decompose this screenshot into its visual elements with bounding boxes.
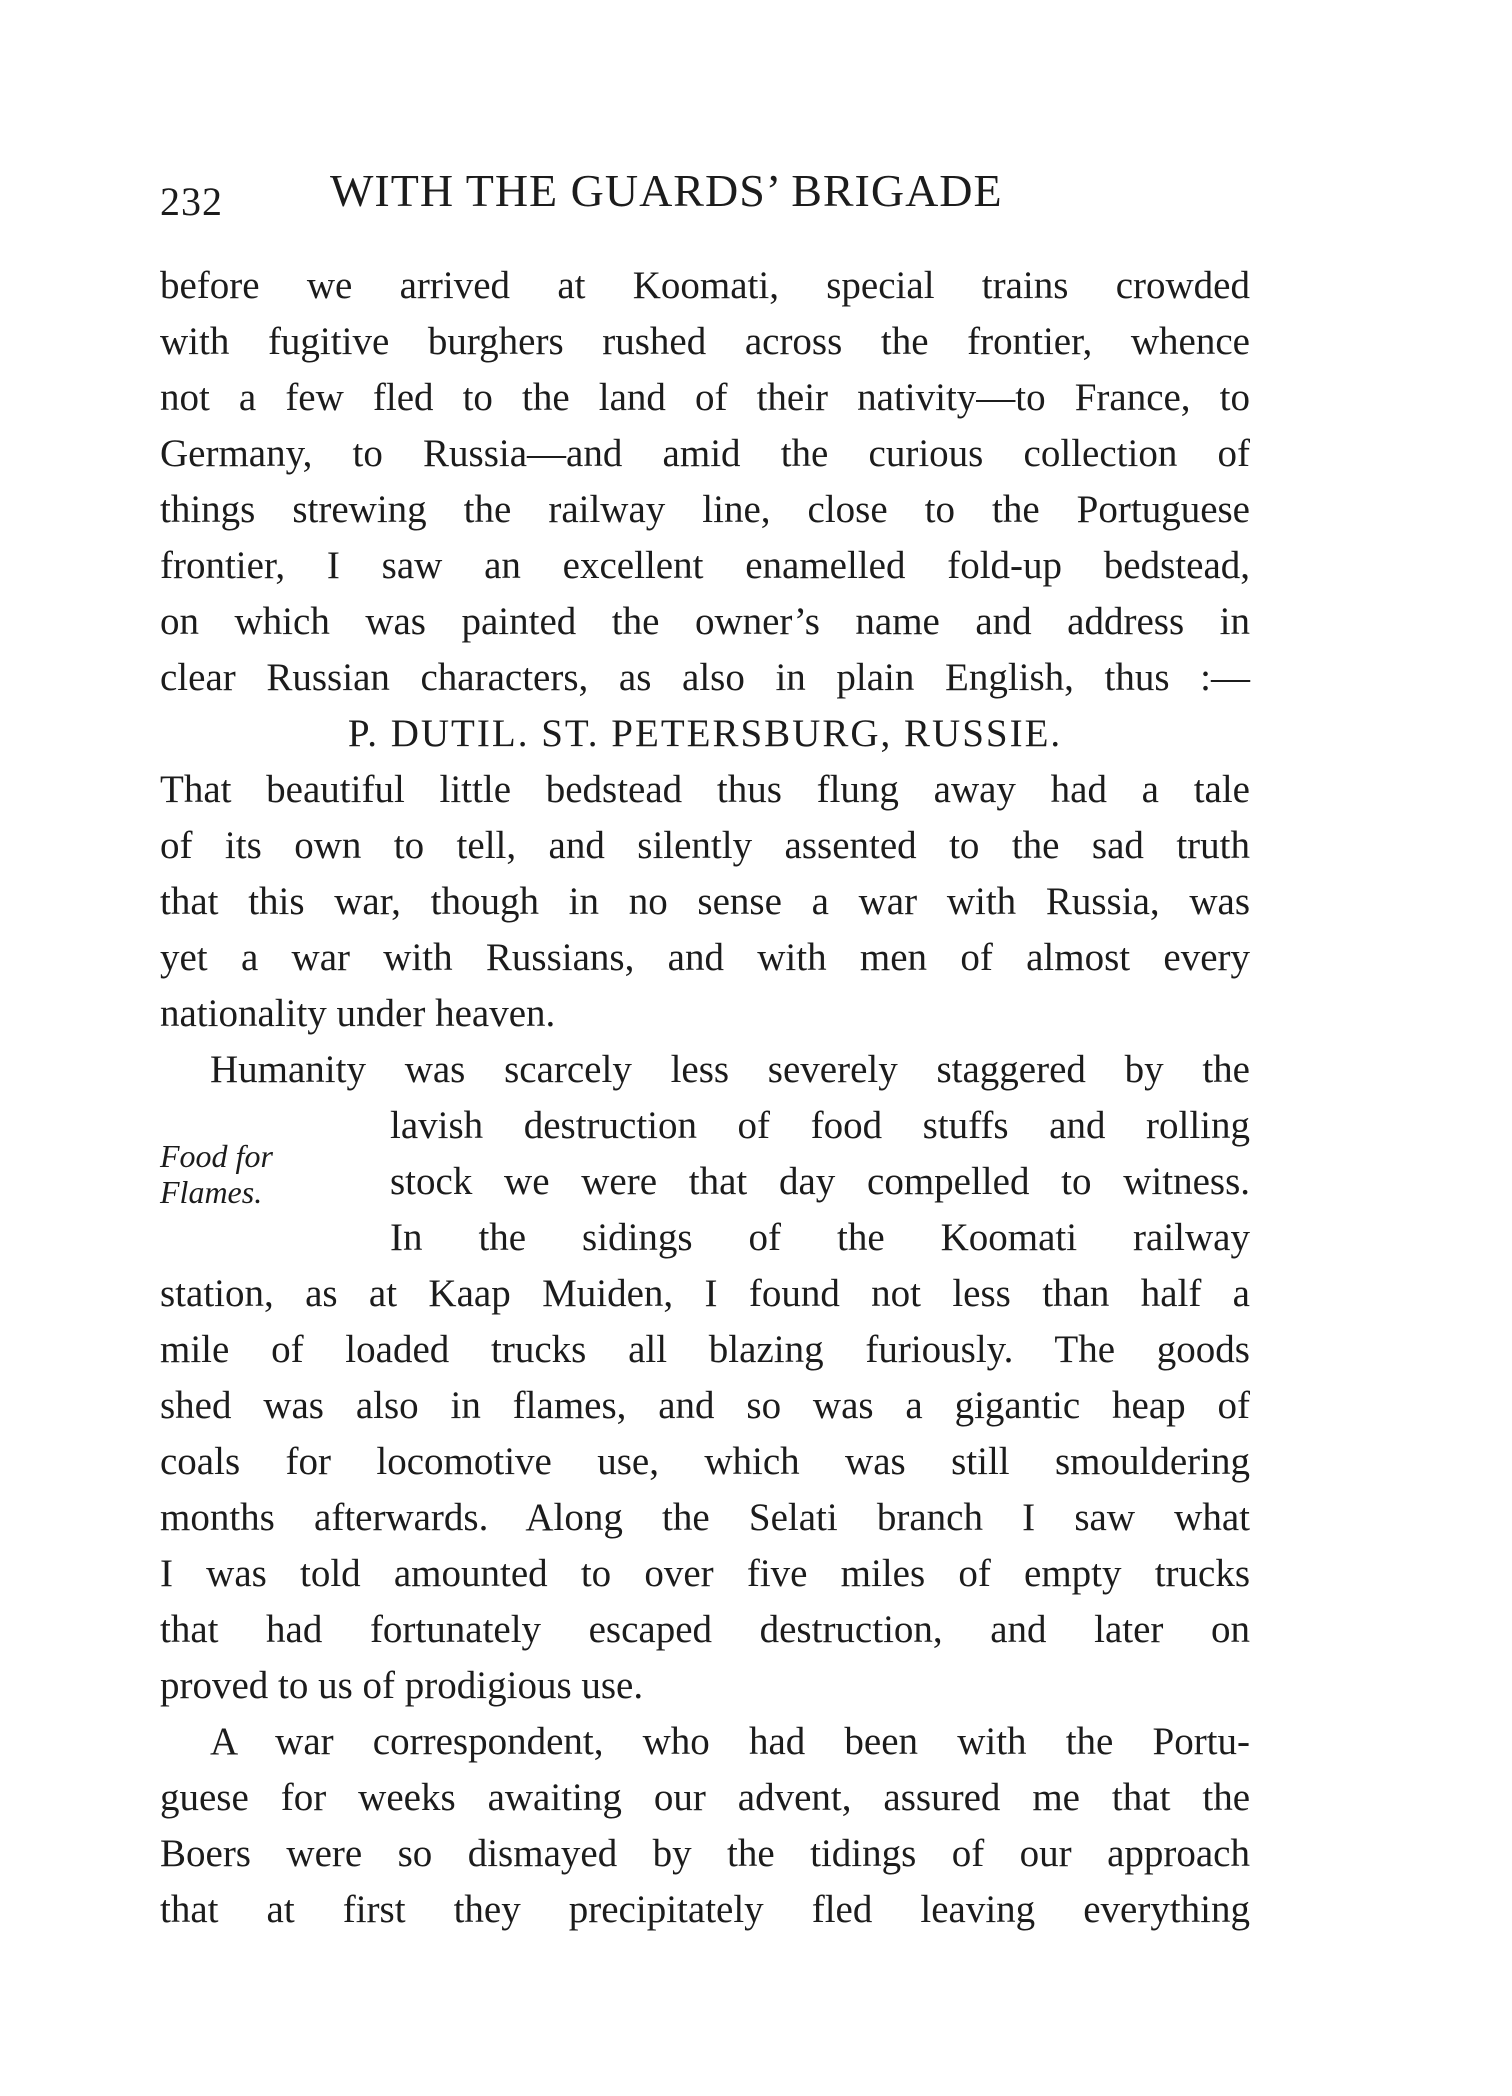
text-line: yet a war with Russians, and with men of almost every (160, 936, 1250, 979)
text-line: shed was also in flames, and so was a gigantic heap of (160, 1384, 1250, 1427)
text-line: proved to us of prodigious use. (160, 1664, 644, 1707)
text-line: frontier, I saw an excellent enamelled fold-up bedstead, (160, 544, 1250, 587)
text-line: of its own to tell, and silently assented to the sad truth (160, 824, 1250, 867)
text-line: not a few fled to the land of their nativity—to France, to (160, 376, 1250, 419)
text-line: with fugitive burghers rushed across the frontier, whence (160, 320, 1250, 363)
text-line: lavish destruction of food stuffs and rolling (390, 1104, 1250, 1147)
text-line: on which was painted the owner’s name and address in (160, 600, 1250, 643)
text-line: guese for weeks awaiting our advent, assured me that the (160, 1776, 1250, 1819)
text-line: In the sidings of the Koomati railway (390, 1216, 1250, 1259)
text-line: things strewing the railway line, close to the Portuguese (160, 488, 1250, 531)
text-line: That beautiful little bedstead thus flung away had a tale (160, 768, 1250, 811)
page-number: 232 (160, 179, 223, 224)
text-line: coals for locomotive use, which was still smouldering (160, 1440, 1250, 1483)
text-line: Boers were so dismayed by the tidings of our approach (160, 1832, 1250, 1875)
text-line: before we arrived at Koomati, special trains crowded (160, 264, 1250, 307)
marginal-note-line: Flames. (160, 1174, 263, 1210)
text-line: nationality under heaven. (160, 992, 556, 1035)
text-line: clear Russian characters, as also in plain English, thus :— (160, 656, 1250, 699)
text-line: months afterwards. Along the Selati branch I saw what (160, 1496, 1250, 1539)
running-title: WITH THE GUARDS’ BRIGADE (330, 165, 1003, 216)
body-text (160, 258, 1250, 1938)
text-line: mile of loaded trucks all blazing furiously. The goods (160, 1328, 1250, 1371)
marginal-note-line: Food for (160, 1138, 273, 1174)
inscription-line: P. DUTIL. ST. PETERSBURG, RUSSIE. (347, 712, 1063, 755)
marginal-note (160, 1138, 330, 1210)
text-line: Germany, to Russia—and amid the curious collection of (160, 432, 1250, 475)
text-line: I was told amounted to over five miles of empty trucks (160, 1552, 1250, 1595)
text-line: Humanity was scarcely less severely staggered by the (210, 1048, 1250, 1091)
text-line: that this war, though in no sense a war with Russia, was (160, 880, 1250, 923)
text-line: that had fortunately escaped destruction, and later on (160, 1608, 1250, 1651)
text-line: station, as at Kaap Muiden, I found not less than half a (160, 1272, 1250, 1315)
text-line: A war correspondent, who had been with the Portu- (210, 1720, 1250, 1763)
text-line: that at first they precipitately fled leaving everything (160, 1888, 1250, 1931)
page-header (160, 164, 1250, 234)
text-line: stock we were that day compelled to witness. (390, 1160, 1250, 1203)
